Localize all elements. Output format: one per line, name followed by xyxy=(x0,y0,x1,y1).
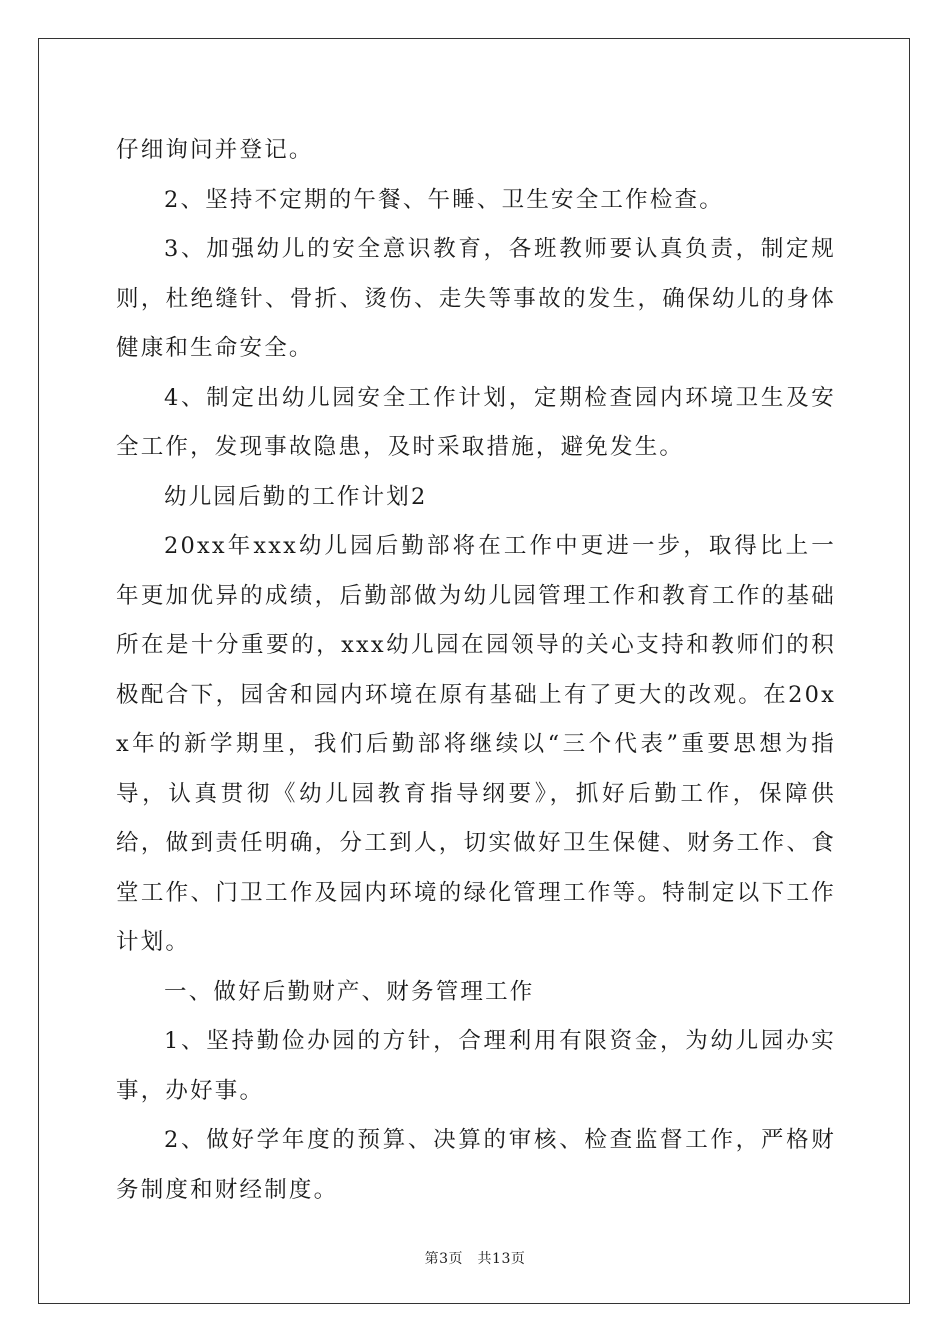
document-body xyxy=(116,126,836,1215)
paragraph-1: 仔细询问并登记。 xyxy=(116,137,314,163)
paragraph-4: 4、制定出幼儿园安全工作计划，定期检查园内环境卫生及安全工作，发现事故隐患，及时采取措施，避免发生。 xyxy=(116,384,836,460)
paragraph-9: 2、做好学年度的预算、决算的审核、检查监督工作，严格财务制度和财经制度。 xyxy=(116,1127,836,1203)
paragraph-3: 3、加强幼儿的安全意识教育，各班教师要认真负责，制定规则，杜绝缝针、骨折、烫伤、走失等事故的发生，确保幼儿的身体健康和生命安全。 xyxy=(116,236,836,361)
section-heading-finance: 一、做好后勤财产、财务管理工作 xyxy=(164,978,535,1005)
paragraph-8: 1、坚持勤俭办园的方针，合理利用有限资金，为幼儿园办实事，办好事。 xyxy=(116,1028,836,1104)
page-number: 第3页 共13页 xyxy=(424,1251,526,1267)
paragraph-6: 20xx年xxx幼儿园后勤部将在工作中更进一步，取得比上一年更加优异的成绩，后勤部做为幼儿园管理工作和教育工作的基础所在是十分重要的，xxx幼儿园在园领导的关心支持和教师们的积极配合下，园舍和园内环境在原有基础上有了更大的改观。在20xx年的新学期里，我们后勤部将继续以“三个代表”重要思想为指导，认真贯彻《幼儿园教育指导纲要》，抓好后勤工作，保障供给，做到责任明确，分工到人，切实做好卫生保健、财务工作、食堂工作、门卫工作及园内环境的绿化管理工作等。特制定以下工作计划。 xyxy=(116,533,836,955)
paragraph-2: 2、坚持不定期的午餐、午睡、卫生安全工作检查。 xyxy=(164,186,724,213)
section-heading-plan-2: 幼儿园后勤的工作计划2 xyxy=(164,483,428,510)
